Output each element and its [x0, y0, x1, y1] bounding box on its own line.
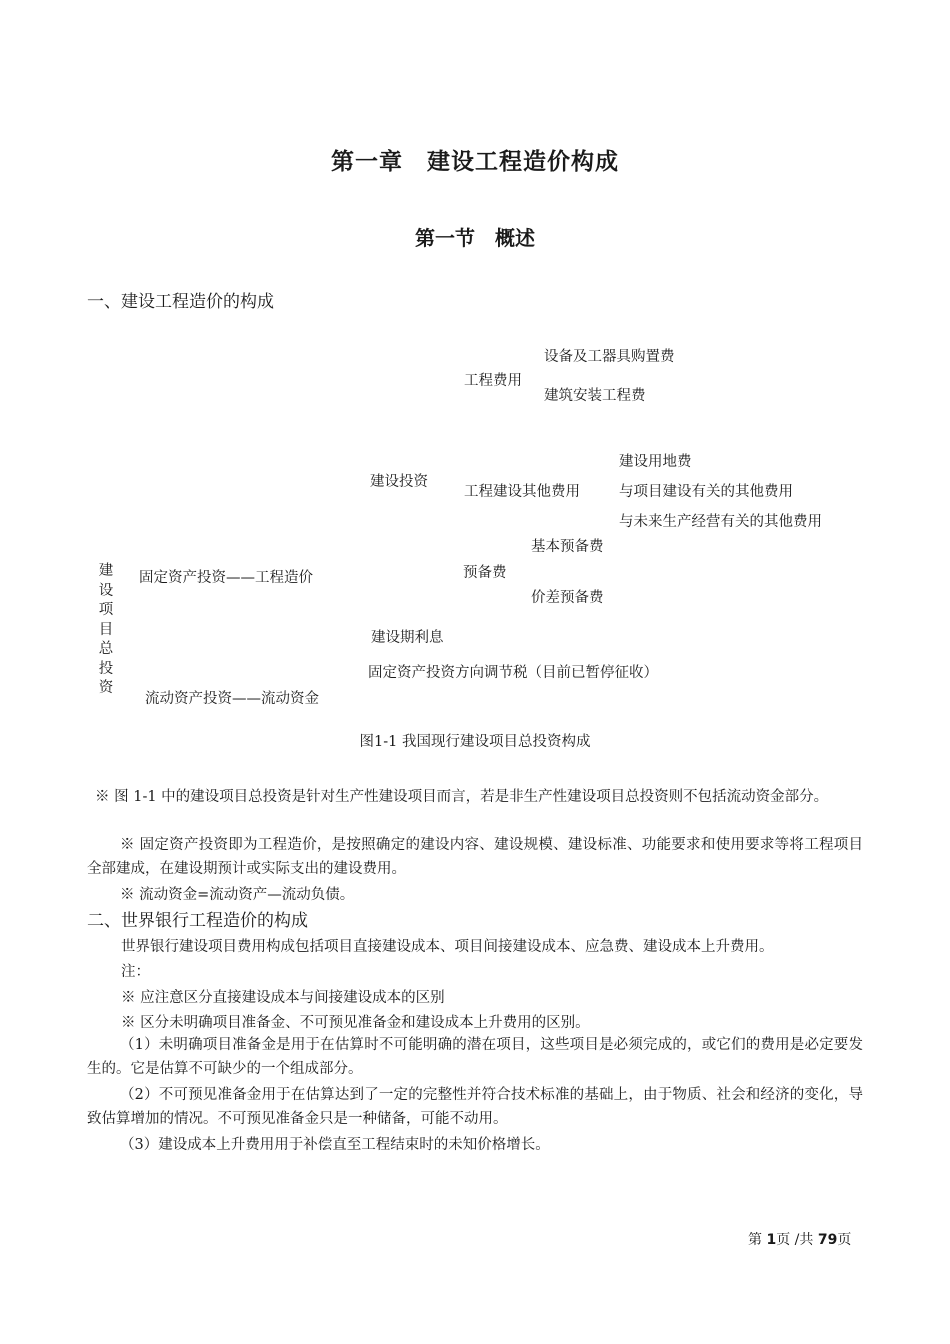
node-interest: 建设期利息 [371, 630, 444, 646]
heading-world-bank: 二、世界银行工程造价的构成 [87, 911, 308, 931]
node-fixed-assets: 固定资产投资——工程造价 [139, 570, 313, 586]
node-future-production-other: 与未来生产经营有关的其他费用 [619, 514, 822, 530]
wb-paragraph-1: （1）未明确项目准备金是用于在估算时不可能明确的潜在项目，这些项目是必须完成的，或它们的费用是必定要发生的。它是估算不可缺少的一个组成部分。 [87, 1037, 863, 1077]
footer-suffix: 页 [837, 1232, 852, 1248]
wb-note-label: 注： [121, 964, 150, 980]
node-tax: 固定资产投资方向调节税（目前已暂停征收） [368, 665, 658, 681]
section-title: 第一节 概述 [415, 226, 535, 250]
node-root-total-investment: 建设项目总投资 [98, 563, 114, 696]
node-land-cost: 建设用地费 [619, 454, 692, 470]
node-reserve: 预备费 [463, 565, 507, 581]
node-project-related-other: 与项目建设有关的其他费用 [619, 484, 793, 500]
footer-middle: 页 /共 [776, 1232, 818, 1248]
node-construction-investment: 建设投资 [370, 474, 428, 490]
node-current-assets: 流动资产投资——流动资金 [145, 691, 319, 707]
footer-page-number: 1 [766, 1232, 777, 1248]
wb-paragraph-2: （2）不可预见准备金用于在估算达到了一定的完整性并符合技术标准的基础上，由于物质、社会和经济的变化，导致估算增加的情况。不可预见准备金只是一种储备，可能不动用。 [87, 1087, 863, 1127]
figure-caption: 图1-1 我国现行建设项目总投资构成 [359, 734, 591, 750]
node-engineering-costs: 工程费用 [464, 373, 522, 389]
footer-prefix: 第 [748, 1232, 767, 1248]
wb-bullet-1: ※ 应注意区分直接建设成本与间接建设成本的区别 [121, 990, 445, 1006]
node-other-costs: 工程建设其他费用 [464, 484, 580, 500]
page-footer [748, 1229, 851, 1249]
node-building-installation: 建筑安装工程费 [544, 388, 646, 404]
heading-cost-composition: 一、建设工程造价的构成 [87, 292, 274, 312]
footer-total-pages: 79 [817, 1232, 838, 1248]
node-basic-reserve: 基本预备费 [531, 539, 604, 555]
note-1: ※ 图 1-1 中的建设项目总投资是针对生产性建设项目而言，若是非生产性建设项目总投资则不包括流动资金部分。 [95, 789, 829, 805]
note-2: ※ 固定资产投资即为工程造价，是按照确定的建设内容、建设规模、建设标准、功能要求和使用要求等将工程项目全部建成，在建设期预计或实际支出的建设费用。 [87, 837, 863, 877]
chapter-title: 第一章 建设工程造价构成 [331, 149, 619, 175]
wb-bullet-2: ※ 区分未明确项目准备金、不可预见准备金和建设成本上升费用的区别。 [121, 1015, 590, 1031]
node-price-reserve: 价差预备费 [531, 590, 604, 606]
node-equipment-purchase: 设备及工器具购置费 [544, 349, 675, 365]
wb-intro: 世界银行建设项目费用构成包括项目直接建设成本、项目间接建设成本、应急费、建设成本上升费用。 [121, 939, 774, 955]
note-3: ※ 流动资金=流动资产—流动负债。 [120, 887, 355, 903]
wb-paragraph-3: （3）建设成本上升费用用于补偿直至工程结束时的未知价格增长。 [120, 1137, 550, 1153]
